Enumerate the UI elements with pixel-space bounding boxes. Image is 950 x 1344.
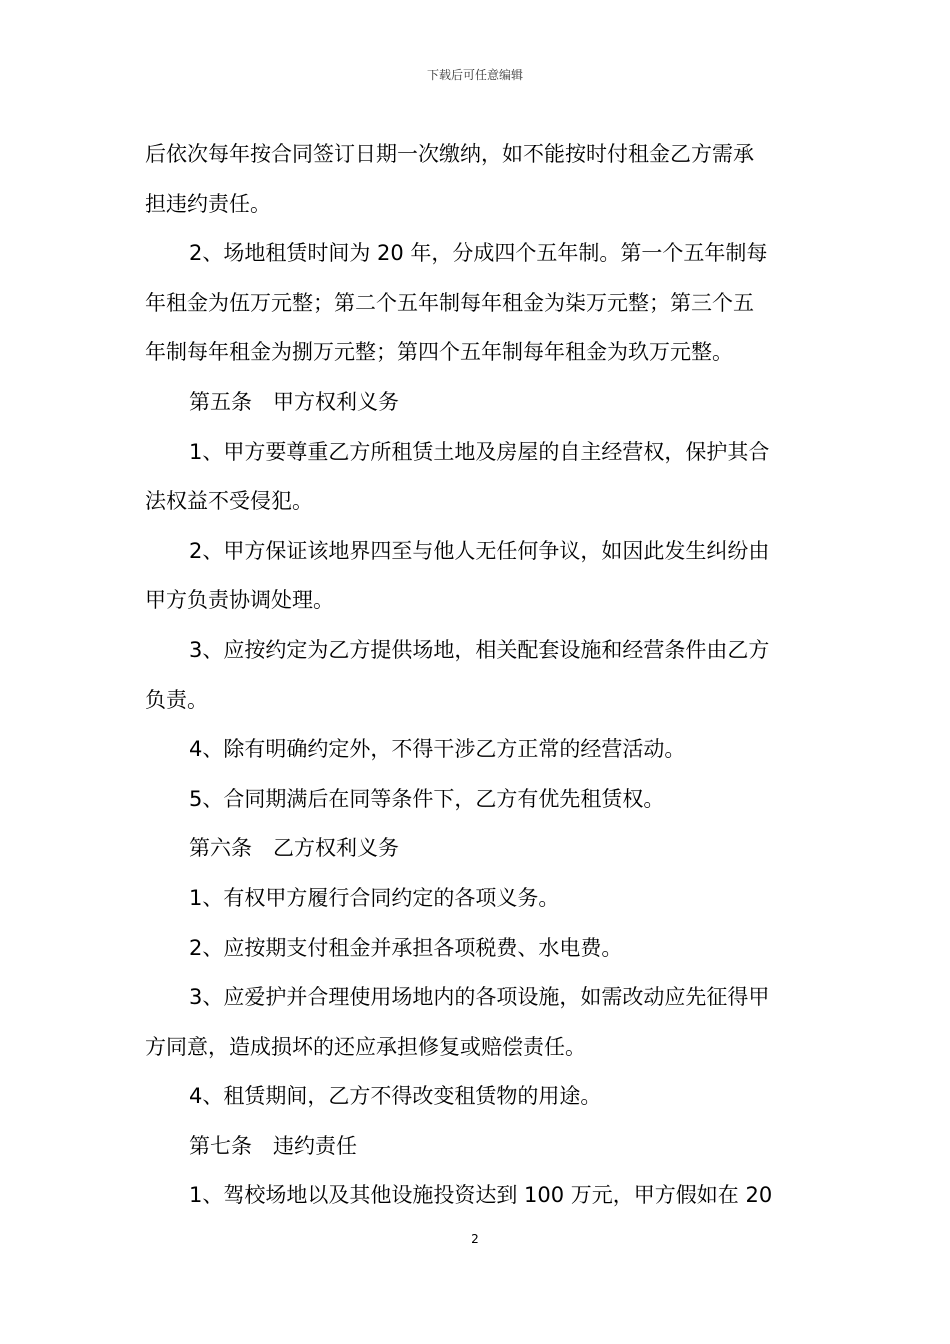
text-line: 方同意，造成损坏的还应承担修复或赔偿责任。 bbox=[145, 1034, 586, 1059]
text-line: 4、租赁期间，乙方不得改变租赁物的用途。 bbox=[189, 1084, 602, 1109]
text-line: 年租金为伍万元整；第二个五年制每年租金为柒万元整；第三个五 bbox=[145, 290, 754, 315]
text-line: 2、应按期支付租金并承担各项税费、水电费。 bbox=[189, 935, 623, 960]
text-line: 1、驾校场地以及其他设施投资达到 100 万元，甲方假如在 20 bbox=[189, 1183, 773, 1208]
page-header: 下载后可任意编辑 bbox=[426, 68, 523, 82]
section-heading: 第七条 违约责任 bbox=[189, 1133, 357, 1158]
text-line: 负责。 bbox=[145, 687, 208, 712]
page-number: 2 bbox=[471, 1232, 479, 1246]
text-line: 4、除有明确约定外，不得干涉乙方正常的经营活动。 bbox=[189, 737, 686, 762]
text-line: 担违约责任。 bbox=[145, 191, 271, 216]
text-line: 3、应爱护并合理使用场地内的各项设施，如需改动应先征得甲 bbox=[189, 985, 770, 1010]
text-line: 1、有权甲方履行合同约定的各项义务。 bbox=[189, 885, 560, 910]
text-line: 法权益不受侵犯。 bbox=[145, 489, 313, 514]
document-body bbox=[145, 130, 810, 1221]
section-heading: 第五条 甲方权利义务 bbox=[189, 389, 399, 414]
text-line: 2、甲方保证该地界四至与他人无任何争议，如因此发生纠纷由 bbox=[189, 538, 770, 563]
text-line: 甲方负责协调处理。 bbox=[145, 588, 334, 613]
section-heading: 第六条 乙方权利义务 bbox=[189, 836, 399, 861]
text-line: 1、甲方要尊重乙方所租赁土地及房屋的自主经营权，保护其合 bbox=[189, 439, 770, 464]
text-line: 年制每年租金为捌万元整；第四个五年制每年租金为玖万元整。 bbox=[145, 340, 733, 365]
text-line: 后依次每年按合同签订日期一次缴纳，如不能按时付租金乙方需承 bbox=[145, 142, 754, 166]
text-line: 3、应按约定为乙方提供场地，相关配套设施和经营条件由乙方 bbox=[189, 637, 770, 662]
text-line: 5、合同期满后在同等条件下，乙方有优先租赁权。 bbox=[189, 786, 665, 811]
text-line: 2、场地租赁时间为 20 年，分成四个五年制。第一个五年制每 bbox=[189, 241, 768, 266]
